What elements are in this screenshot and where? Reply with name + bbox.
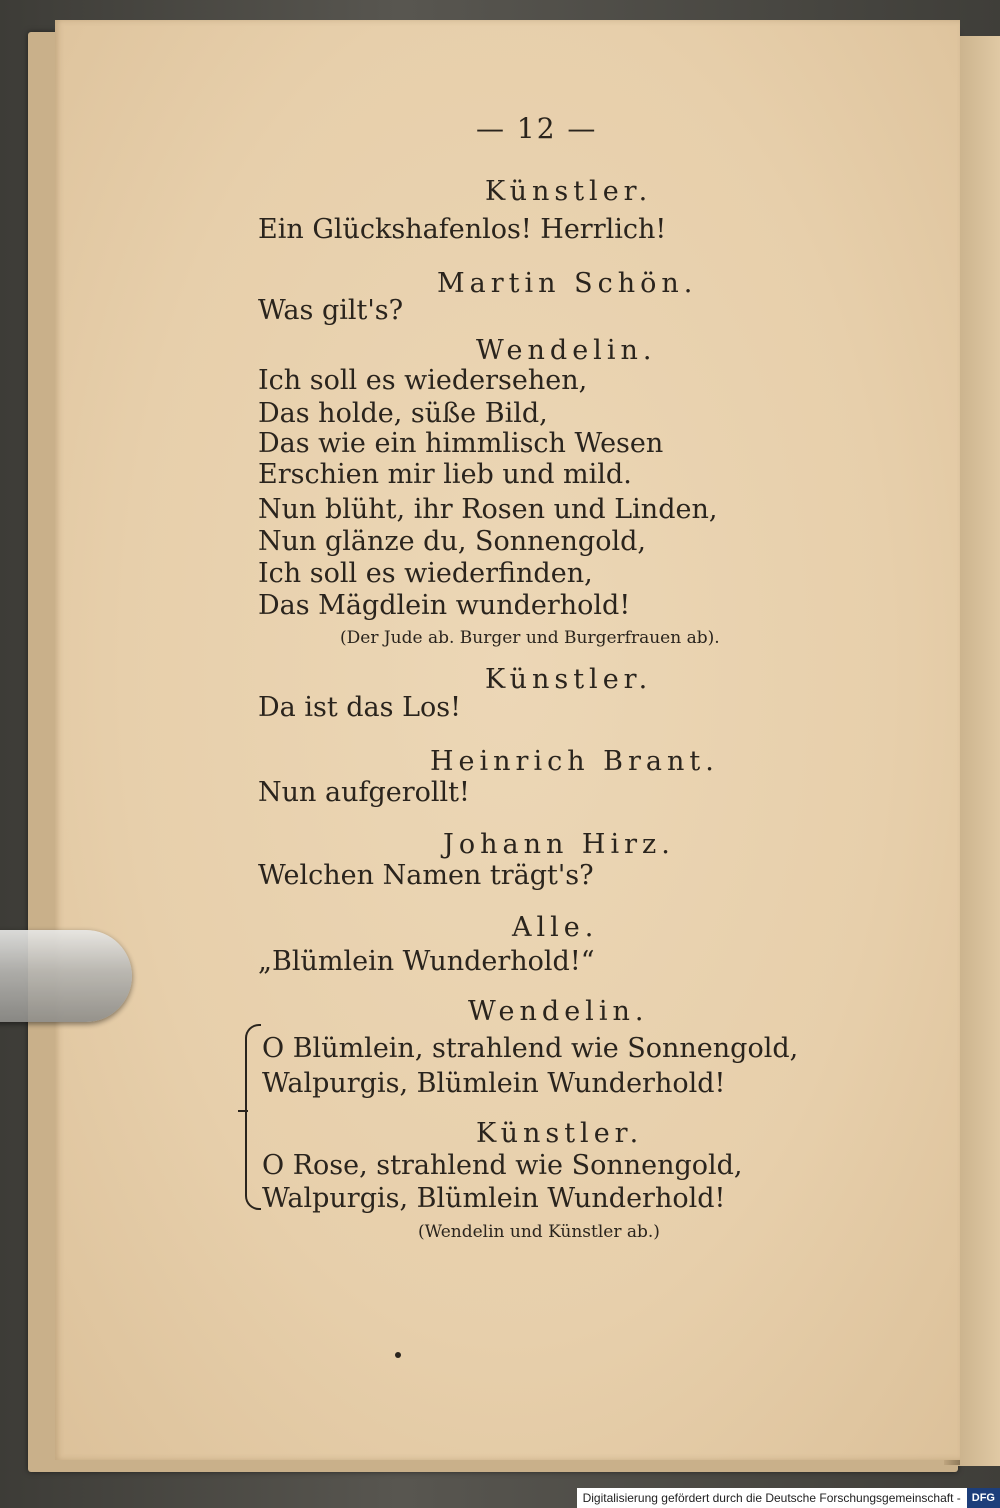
dialogue-line: „Blümlein Wunderhold!“ [258,946,595,977]
verse-line: O Blümlein, strahlend wie Sonnengold, [262,1033,799,1064]
verse-line: Erschien mir lieb und mild. [258,459,632,490]
verse-line: Nun blüht, ihr Rosen und Linden, [258,494,718,525]
digitization-footer [577,1488,1000,1508]
speaker-kuenstler-1: Künstler. [485,176,653,207]
verse-line: Walpurgis, Blümlein Wunderhold! [262,1183,726,1214]
page-clip [0,930,132,1022]
dialogue-line: Was gilt's? [258,295,404,326]
speaker-martin-schoen: Martin Schön. [437,268,698,299]
ink-dot [395,1352,401,1358]
verse-line: Ich soll es wiedersehen, [258,365,588,396]
dialogue-line: Welchen Namen trägt's? [258,860,594,891]
speaker-johann-hirz: Johann Hirz. [443,829,675,860]
speaker-alle: Alle. [512,912,599,943]
verse-line: Nun glänze du, Sonnengold, [258,526,646,557]
dfg-logo: DFG [967,1488,1000,1508]
footer-text: Digitalisierung gefördert durch die Deutsche Forschungsgemeinschaft - [582,1491,961,1505]
verse-line: Das Mägdlein wunderhold! [258,590,631,621]
dialogue-line: Ein Glückshafenlos! Herrlich! [258,214,667,245]
verse-line: Walpurgis, Blümlein Wunderhold! [262,1068,726,1099]
duet-brace-point [238,1110,248,1112]
stage-direction: (Wendelin und Künstler ab.) [418,1222,660,1242]
verse-line: Das wie ein himmlisch Wesen [258,428,664,459]
facing-page-edge [958,36,1000,1466]
speaker-kuenstler-2: Künstler. [485,664,653,695]
speaker-heinrich-brant: Heinrich Brant. [430,746,719,777]
verse-line: Das holde, süße Bild, [258,398,548,429]
stage-direction: (Der Jude ab. Burger und Burgerfrauen ab). [340,628,720,648]
speaker-wendelin-2: Wendelin. [468,996,649,1027]
dialogue-line: Da ist das Los! [258,692,461,723]
verse-line: Ich soll es wiederfinden, [258,558,593,589]
speaker-wendelin-1: Wendelin. [476,335,657,366]
page-number: — 12 — [476,112,598,145]
duet-brace [245,1024,261,1210]
speaker-kuenstler-3: Künstler. [476,1118,644,1149]
verse-line: O Rose, strahlend wie Sonnengold, [262,1150,743,1181]
dialogue-line: Nun aufgerollt! [258,777,470,808]
